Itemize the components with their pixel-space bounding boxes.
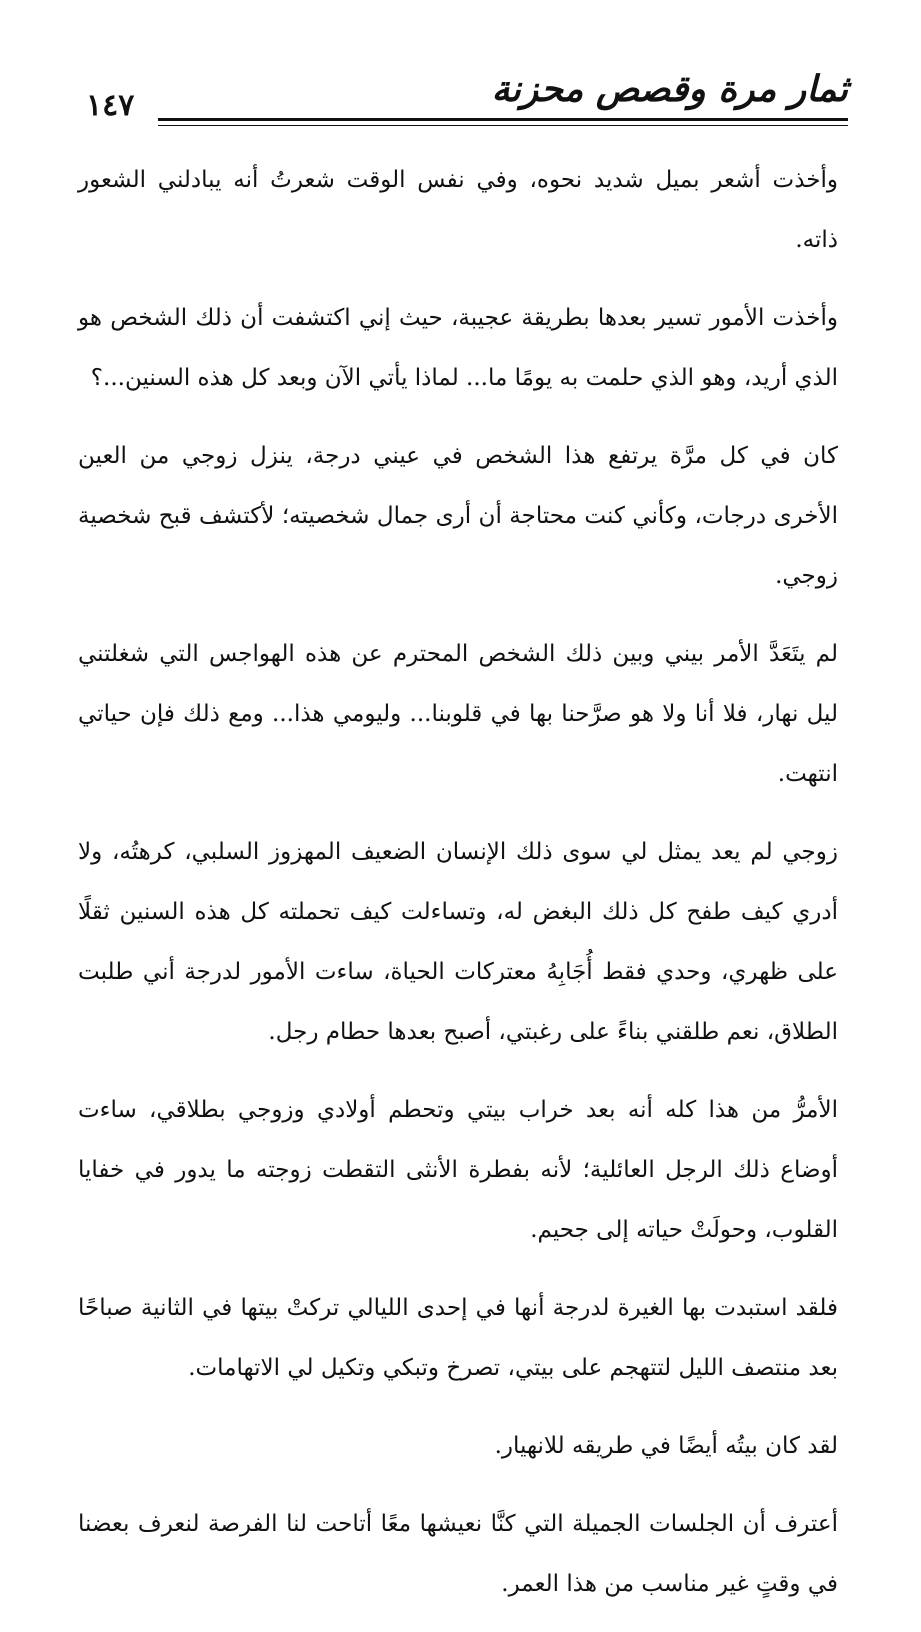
paragraph: فلقد استبدت بها الغيرة لدرجة أنها في إحدى الليالي تركتْ بيتها في الثانية صباحًا بعد منتصف الليل لتتهجم على بيتي، تصرخ وتبكي وتكيل لي الاتهامات.	[78, 1295, 838, 1381]
running-title: ثمار مرة وقصص محزنة	[491, 68, 848, 110]
paragraph: كان في كل مرَّة يرتفع هذا الشخص في عيني درجة، ينزل زوجي من العين الأخرى درجات، وكأني كنت محتاجة أن أرى جمال شخصيته؛ لأكتشف قبح شخصية زوجي.	[78, 443, 838, 589]
paragraph: زوجي لم يعد يمثل لي سوى ذلك الإنسان الضعيف المهزوز السلبي، كرهتُه، ولا أدري كيف طفح كل ذلك البغض له، وتساءلت كيف تحملته كل هذه السنين ثقلًا على ظهري، وحدي فقط أُجَابِهُ معتركات الحياة، ساءت الأمور لدرجة أني طلبت الطلاق، نعم طلقني بناءً على رغبتي، أصبح بعدها حطام رجل.	[78, 839, 838, 1045]
paragraph: لم يتَعَدَّ الأمر بيني وبين ذلك الشخص المحترم عن هذه الهواجس التي شغلتني ليل نهار، فلا أنا ولا هو صرَّحنا بها في قلوبنا... وليومي هذا... ومع ذلك فإن حياتي انتهت.	[78, 641, 838, 787]
page-number: ١٤٧	[86, 88, 135, 123]
paragraph: لقد كان بيتُه أيضًا في طريقه للانهيار.	[494, 1433, 838, 1459]
page-header	[78, 62, 848, 132]
paragraph: وأخذت الأمور تسير بعدها بطريقة عجيبة، حيث إني اكتشفت أن ذلك الشخص هو الذي أريد، وهو الذي حلمت به يومًا ما... لماذا يأتي الآن وبعد كل هذه السنين...؟	[78, 305, 838, 391]
paragraph: وأخذت أشعر بميل شديد نحوه، وفي نفس الوقت شعرتُ أنه يبادلني الشعور ذاته.	[78, 167, 838, 253]
paragraph: أعترف أن الجلسات الجميلة التي كنَّا نعيشها معًا أتاحت لنا الفرصة لنعرف بعضنا في وقتٍ غير مناسب من هذا العمر.	[78, 1511, 838, 1597]
body-text	[78, 150, 838, 1632]
header-rule-thin	[158, 125, 848, 126]
paragraph: الأمرُّ من هذا كله أنه بعد خراب بيتي وتحطم أولادي وزوجي بطلاقي، ساءت أوضاع ذلك الرجل العائلية؛ لأنه بفطرة الأنثى التقطت زوجته ما يدور في خفايا القلوب، وحولَتْ حياته إلى جحيم.	[78, 1097, 838, 1243]
header-rule-thick	[158, 118, 848, 121]
